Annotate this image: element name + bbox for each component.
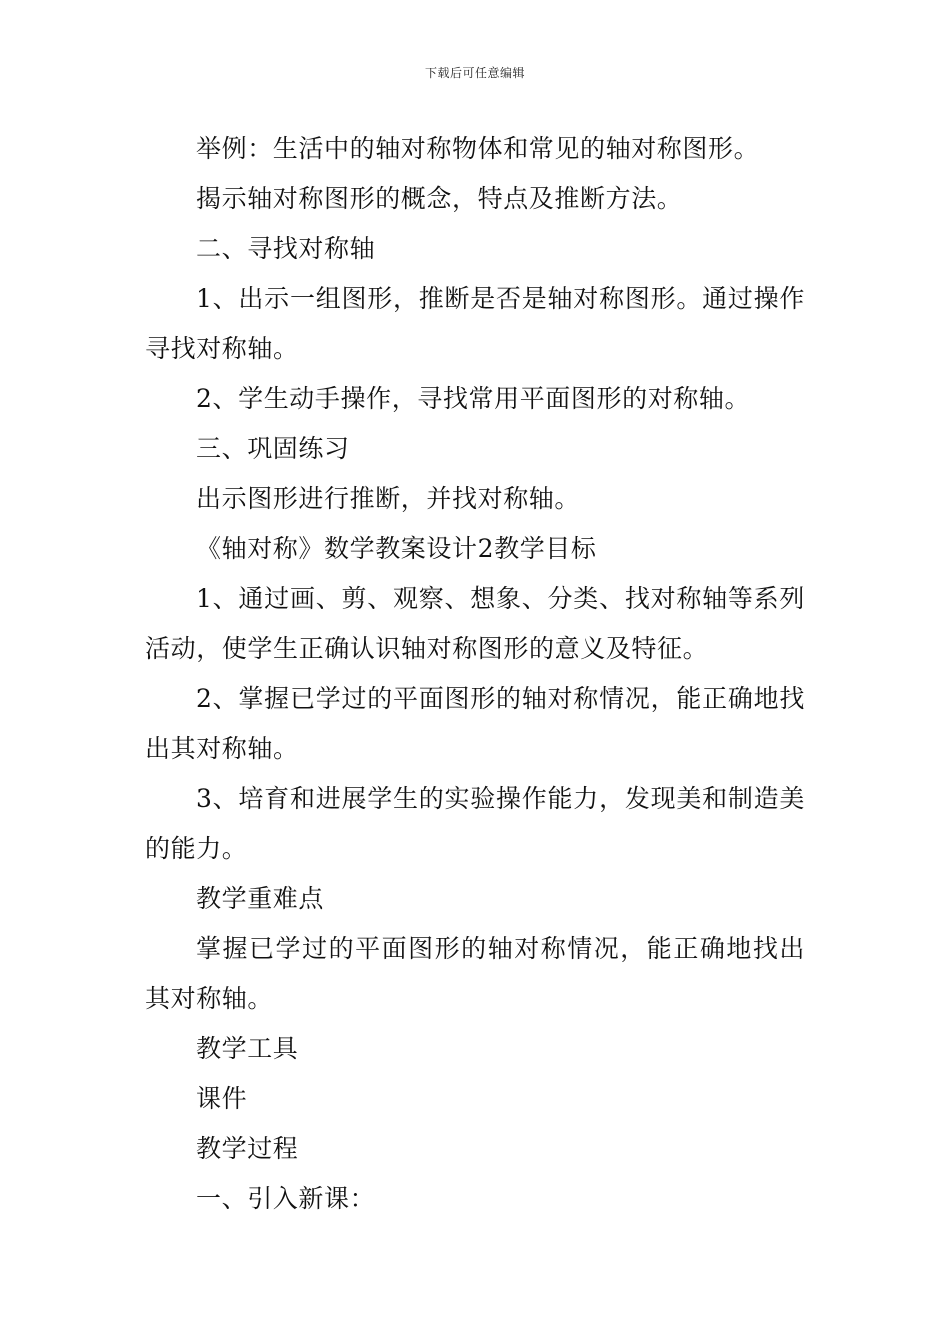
paragraph-courseware: 课件 [196,1084,248,1113]
page-header: 下载后可任意编辑 [424,66,525,80]
objective-3: 3、培育和进展学生的实验操作能力，发现美和制造美的能力。 [145,784,805,863]
document-body [145,124,805,1224]
section-heading-practice: 三、巩固练习 [196,434,350,463]
lesson-title: 《轴对称》数学教案设计2教学目标 [196,534,597,563]
heading-teaching-process: 教学过程 [196,1134,299,1163]
paragraph-step-2: 2、学生动手操作，寻找常用平面图形的对称轴。 [196,384,751,413]
heading-teaching-tools: 教学工具 [196,1034,299,1063]
objective-2: 2、掌握已学过的平面图形的轴对称情况，能正确地找出其对称轴。 [145,684,805,763]
paragraph-reveal-concept: 揭示轴对称图形的概念，特点及推断方法。 [196,184,683,213]
paragraph-practice: 出示图形进行推断，并找对称轴。 [196,484,581,513]
heading-key-points: 教学重难点 [196,884,325,913]
paragraph-step-1: 1、出示一组图形，推断是否是轴对称图形。通过操作寻找对称轴。 [145,284,805,363]
objective-1: 1、通过画、剪、观察、想象、分类、找对称轴等系列活动，使学生正确认识轴对称图形的意义及特征。 [145,584,805,663]
section-heading-find-axis: 二、寻找对称轴 [196,234,376,263]
paragraph-key-points: 掌握已学过的平面图形的轴对称情况，能正确地找出其对称轴。 [145,934,805,1013]
paragraph-introduce-lesson: 一、引入新课： [196,1184,376,1213]
paragraph-example: 举例：生活中的轴对称物体和常见的轴对称图形。 [196,134,760,163]
